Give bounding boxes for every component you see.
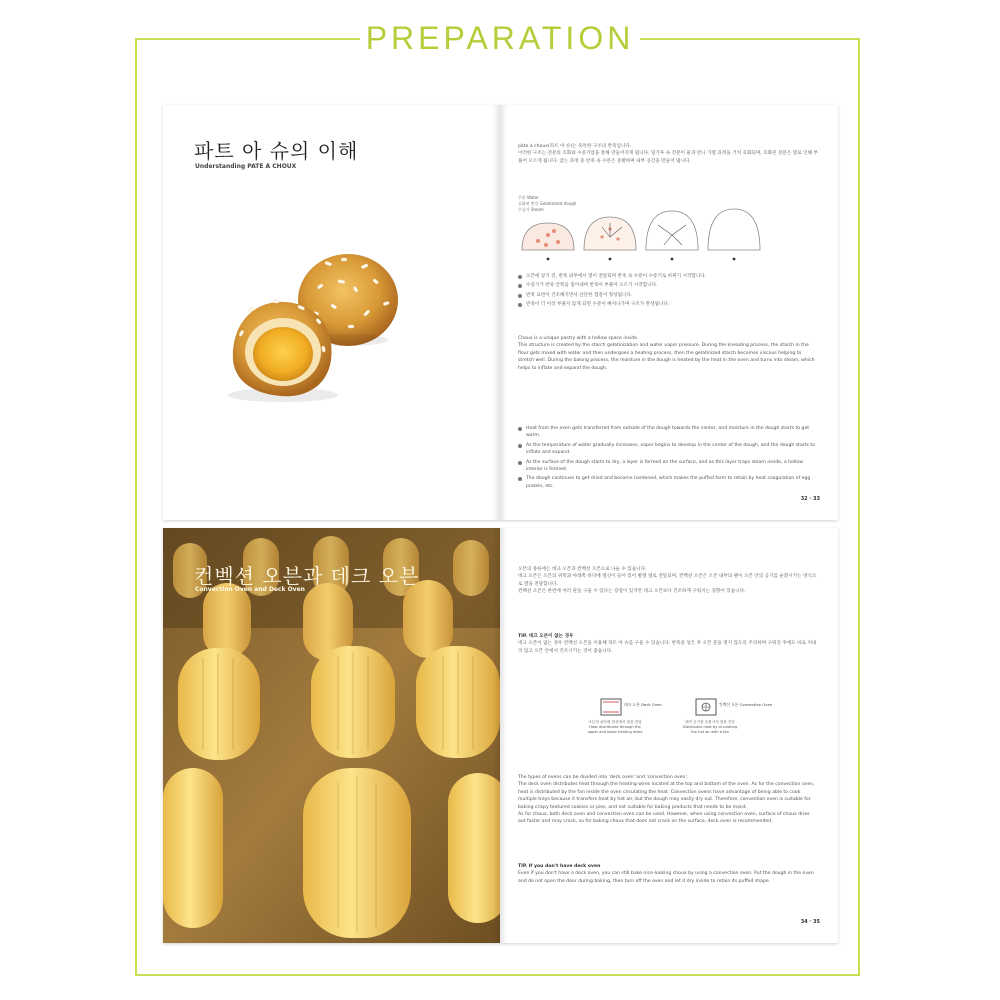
paragraph: The deck oven distributes heat through the heating wires located at the top and bottom of the oven. As for the convection oven, heat is distributed by the fan inside the oven circulating the heat. Convection ovens have advantage of being able to cook multiple trays because it transfers heat by hot air, but the dough may easily dry out. Therefore, convection oven is suitable for baking crispy textured cookies or pies, and not suitable for baking products that needs to be moist. xyxy=(518,782,815,810)
caption-korean: 팬이 공기를 순환시켜 열을 전달 xyxy=(685,720,735,724)
tip-korean xyxy=(518,633,818,655)
paragraph: 컨벡션 오븐은 한번에 여러 판을 구울 수 있다는 장점이 있지만 데크 오븐보다 건조하게 구워지는 경향이 있습니다. xyxy=(518,589,746,595)
body-english xyxy=(518,335,818,372)
book-spread-ovens xyxy=(163,528,838,943)
page-left xyxy=(163,528,500,943)
page-number: 32 · 33 xyxy=(800,496,820,502)
legend-item: 수증기 Steam xyxy=(518,207,544,212)
list-item: The dough continues to get dried and become hardened, which makes the puffed form to retain by heat coagulation of egg protein, etc. xyxy=(518,475,818,490)
page-title-english: Convection Oven and Deck Oven xyxy=(195,586,305,593)
list-item: 반죽이 더 이상 부풀지 않게 되면 수분이 빠져나가며 구조가 완성됩니다. xyxy=(518,301,818,308)
page-right xyxy=(500,105,838,520)
convection-oven-icon xyxy=(695,698,717,716)
tip-english xyxy=(518,863,818,885)
paragraph: 데크 오븐이 없는 경우 컨벡션 오븐을 이용해 파트 아 슈를 구울 수 있습니다. 반죽을 넣은 후 오븐 문을 열지 않도록 주의하며 구워진 후에도 바로 꺼내지 않고 오븐 안에서 건조시키는 것이 좋습니다. xyxy=(518,641,817,654)
paragraph: 데크 오븐은 오븐의 위쪽과 아래쪽 바닥에 열선이 들어 있어 발열 열로 전달되며, 컨벡션 오븐은 오븐 내부의 팬이 오븐 안의 공기를 순환시키는 방식으로 열을 전달합니다. xyxy=(518,574,817,587)
page-number: 34 · 35 xyxy=(800,919,820,925)
paragraph: Choux is a unique pastry with a hollow space inside. xyxy=(518,336,639,341)
stages-english-list xyxy=(518,425,818,492)
convection-oven-label: 컨벡션 오븐 Convection Oven xyxy=(719,702,773,707)
page-title-korean: 컨벡션 오븐과 데크 오븐 xyxy=(194,564,420,588)
legend-item: 수분 Water xyxy=(518,195,539,200)
paragraph: As for choux, both deck oven and convection oven can be used. However, when using convection oven, surface of choux dries out faster and may crack, so for baking choux that does not crack on the surface, deck oven is recommended. xyxy=(518,812,810,825)
legend-item: 호화된 반죽 Gelatinized dough xyxy=(518,201,577,206)
list-item: As the temperature of water gradually increases, vapor begins to develop in the center of the dough, and the dough starts to inflate and expand. xyxy=(518,442,818,457)
intro-korean xyxy=(518,143,818,165)
deck-oven-caption xyxy=(585,720,645,735)
deck-oven-label: 데크 오븐 Deck Oven xyxy=(624,702,662,707)
book-spread-choux xyxy=(163,105,838,520)
page-right xyxy=(500,528,838,943)
section-title: PREPARATION xyxy=(360,14,640,62)
page-title-korean: 파트 아 슈의 이해 xyxy=(194,139,359,163)
paragraph: 오븐의 종류에는 데크 오븐과 컨벡션 오븐으로 나눌 수 있습니다. xyxy=(518,567,647,572)
tip-heading: TIP. 데크 오븐이 없는 경우 xyxy=(518,634,574,639)
list-item: 오븐에 넣기 전, 반죽 외부에서 열이 전달되며 반죽 속 수분이 수증기로 바뀌기 시작합니다. xyxy=(518,273,818,280)
paragraph: This structure is created by the starch gelatinization and water vapor pressure. During the kneading process, the starch in the flour gets mixed with water and then undergoes a heating process, then the gelatinized starch becomes viscous helping to stretch well. During the baking process, the moisture in the dough is heated by the heat in the oven and turns into steam, which helps to inflate and expand the dough. xyxy=(518,343,815,371)
paragraph: Even if you don't have a deck oven, you can still bake nice-looking choux by using a convection oven. Put the dough in the oven and do not open the door during baking, then turn off the oven and let it dry inside to retain its puffed shape. xyxy=(518,871,814,884)
list-item: Heat from the oven gets transferred from outside of the dough towards the center, and moisture in the dough starts to get warm. xyxy=(518,425,818,440)
page-title-english: Understanding PATE A CHOUX xyxy=(195,163,297,170)
stages-korean-list xyxy=(518,273,818,311)
list-item: As the surface of the dough starts to dry, a layer is formed on the surface, and as this layer traps steam inside, a hollow interior is formed. xyxy=(518,459,818,474)
caption-english: Distributes heat by circulating the hot air with a fan xyxy=(682,725,738,734)
paragraph: pâte à choux(파트 아 슈)는 독특한 구조의 반죽입니다. xyxy=(518,144,632,149)
paragraph: 이러한 구조는 전분의 호화와 수증기압을 통해 만들어지게 됩니다. 밀가루 속 전분이 물과 만나 가열 과정을 거쳐 호화되며, 호화된 전분은 열로 인해 부풀어 오르게 됩니다. 굽는 과정 중 반죽 속 수분은 증발하며 내부 공간을 만들어 냅니다. xyxy=(518,151,818,164)
body-english xyxy=(518,774,818,826)
list-item: 수증기가 반죽 안쪽을 밀어내며 반죽이 부풀어 오르기 시작합니다. xyxy=(518,282,818,289)
choux-pastry-photo xyxy=(213,240,413,410)
intro-korean xyxy=(518,566,818,596)
caption-english: Heat distributed through the upper and lower heating wires xyxy=(587,725,643,734)
caption-korean: 오븐의 위아래 열선에서 열을 전달 xyxy=(588,720,642,724)
paragraph: The types of ovens can be divided into 'deck oven' and 'convection oven'. xyxy=(518,775,689,780)
list-item: 반죽 표면이 건조해지면서 단단한 껍질이 형성됩니다. xyxy=(518,292,818,299)
tip-heading: TIP. If you don't have deck oven xyxy=(518,864,601,869)
deck-oven-icon xyxy=(600,698,622,716)
baking-stages-diagram xyxy=(518,205,818,263)
page-left xyxy=(163,105,500,520)
convection-oven-caption xyxy=(680,720,740,735)
